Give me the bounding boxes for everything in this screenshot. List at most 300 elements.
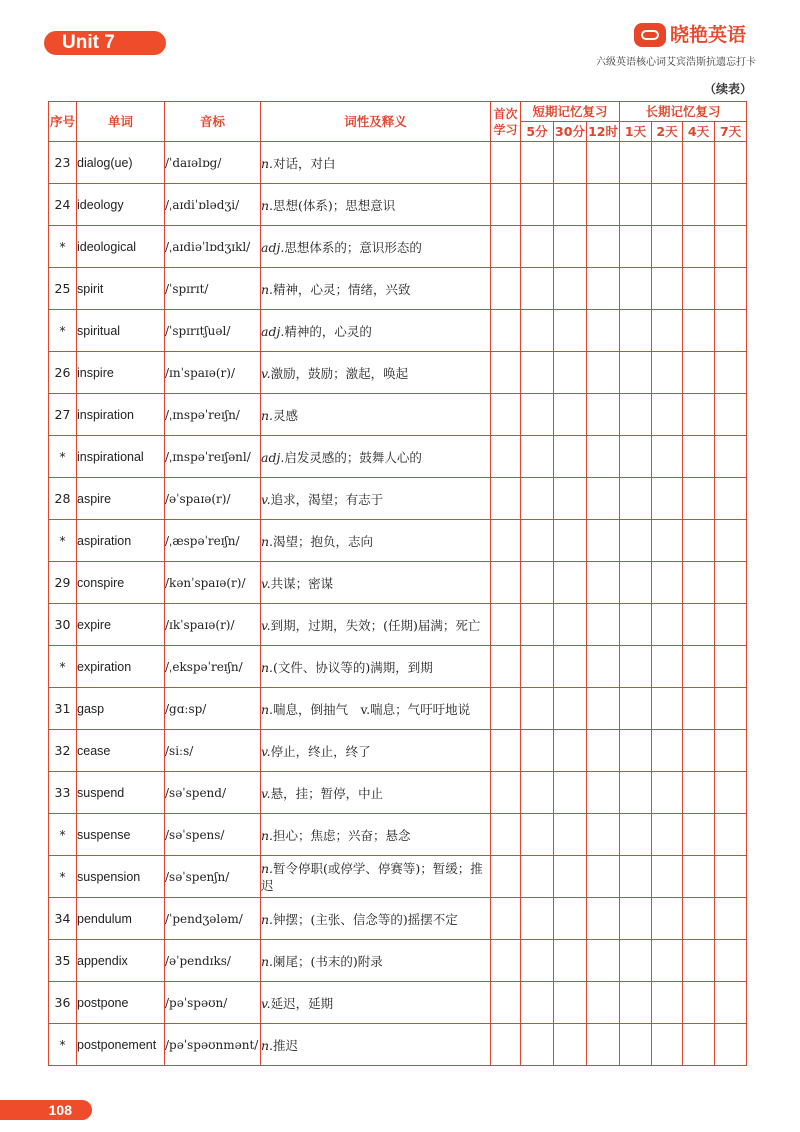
review-checkbox[interactable] bbox=[554, 730, 587, 772]
definition-text: 精神，心灵；情绪，兴致 bbox=[273, 281, 411, 297]
review-checkbox[interactable] bbox=[587, 856, 620, 898]
review-checkbox[interactable] bbox=[715, 478, 747, 520]
definition-text: 渴望；抱负，志向 bbox=[273, 533, 374, 549]
part-of-speech: n. bbox=[261, 860, 274, 876]
review-checkbox[interactable] bbox=[491, 352, 521, 394]
part-of-speech: v. bbox=[261, 365, 271, 381]
review-checkbox[interactable] bbox=[521, 562, 554, 604]
review-checkbox[interactable] bbox=[652, 940, 683, 982]
header-long-term: 长期记忆复习 bbox=[620, 102, 747, 122]
review-checkbox[interactable] bbox=[587, 478, 620, 520]
review-checkbox[interactable] bbox=[715, 898, 747, 940]
review-checkbox[interactable] bbox=[620, 940, 652, 982]
row-definition bbox=[261, 268, 491, 310]
table-row bbox=[49, 562, 747, 604]
row-phonetic: /ɪkˈspaɪə(r)/ bbox=[165, 604, 261, 646]
review-checkbox[interactable] bbox=[683, 772, 715, 814]
review-checkbox[interactable] bbox=[587, 268, 620, 310]
review-checkbox[interactable] bbox=[491, 982, 521, 1024]
part-of-speech: adj. bbox=[261, 239, 285, 255]
header-2day: 2天 bbox=[652, 122, 683, 142]
unit-badge: Unit 7 bbox=[44, 31, 166, 55]
review-checkbox[interactable] bbox=[715, 772, 747, 814]
part-of-speech: n. bbox=[261, 701, 274, 717]
header-def: 词性及释义 bbox=[261, 102, 491, 142]
review-checkbox[interactable] bbox=[521, 142, 554, 184]
review-checkbox[interactable] bbox=[491, 1024, 521, 1066]
review-checkbox[interactable] bbox=[554, 184, 587, 226]
review-checkbox[interactable] bbox=[652, 688, 683, 730]
row-word: ideology bbox=[77, 184, 165, 226]
review-checkbox[interactable] bbox=[652, 478, 683, 520]
definition-text: 担心；焦虑；兴奋；悬念 bbox=[273, 827, 411, 843]
row-word: suspense bbox=[77, 814, 165, 856]
review-checkbox[interactable] bbox=[491, 688, 521, 730]
review-checkbox[interactable] bbox=[620, 604, 652, 646]
review-checkbox[interactable] bbox=[715, 646, 747, 688]
review-checkbox[interactable] bbox=[683, 268, 715, 310]
review-checkbox[interactable] bbox=[554, 940, 587, 982]
review-checkbox[interactable] bbox=[620, 646, 652, 688]
review-checkbox[interactable] bbox=[620, 226, 652, 268]
review-checkbox[interactable] bbox=[652, 814, 683, 856]
row-word: inspire bbox=[77, 352, 165, 394]
row-number: 25 bbox=[49, 268, 77, 310]
header-1day: 1天 bbox=[620, 122, 652, 142]
review-checkbox[interactable] bbox=[715, 940, 747, 982]
review-checkbox[interactable] bbox=[715, 856, 747, 898]
review-checkbox[interactable] bbox=[652, 352, 683, 394]
review-checkbox[interactable] bbox=[715, 562, 747, 604]
header-num: 序号 bbox=[49, 102, 77, 142]
header-first-study: 首次学习 bbox=[491, 102, 521, 142]
review-checkbox[interactable] bbox=[587, 226, 620, 268]
review-checkbox[interactable] bbox=[652, 646, 683, 688]
table-row bbox=[49, 436, 747, 478]
definition-text: 激励，鼓励；激起，唤起 bbox=[270, 365, 409, 381]
review-checkbox[interactable] bbox=[683, 688, 715, 730]
review-checkbox[interactable] bbox=[491, 268, 521, 310]
review-checkbox[interactable] bbox=[521, 1024, 554, 1066]
review-checkbox[interactable] bbox=[683, 184, 715, 226]
review-checkbox[interactable] bbox=[587, 982, 620, 1024]
review-checkbox[interactable] bbox=[587, 688, 620, 730]
review-checkbox[interactable] bbox=[652, 520, 683, 562]
review-checkbox[interactable] bbox=[554, 478, 587, 520]
row-word: conspire bbox=[77, 562, 165, 604]
definition-text: 喘息，倒抽气 v.喘息；气吁吁地说 bbox=[273, 701, 471, 717]
review-checkbox[interactable] bbox=[521, 940, 554, 982]
review-checkbox[interactable] bbox=[587, 352, 620, 394]
review-checkbox[interactable] bbox=[683, 814, 715, 856]
review-checkbox[interactable] bbox=[521, 268, 554, 310]
review-checkbox[interactable] bbox=[715, 394, 747, 436]
review-checkbox[interactable] bbox=[620, 1024, 652, 1066]
review-checkbox[interactable] bbox=[491, 436, 521, 478]
vocab-table bbox=[48, 101, 747, 1066]
row-word: suspend bbox=[77, 772, 165, 814]
row-number: * bbox=[49, 436, 77, 478]
table-row bbox=[49, 226, 747, 268]
row-number: * bbox=[49, 520, 77, 562]
review-checkbox[interactable] bbox=[683, 730, 715, 772]
part-of-speech: adj. bbox=[261, 449, 285, 465]
review-checkbox[interactable] bbox=[491, 520, 521, 562]
review-checkbox[interactable] bbox=[652, 562, 683, 604]
review-checkbox[interactable] bbox=[620, 268, 652, 310]
part-of-speech: n. bbox=[261, 281, 274, 297]
row-phonetic: /pəˈspəʊn/ bbox=[165, 982, 261, 1024]
review-checkbox[interactable] bbox=[554, 982, 587, 1024]
review-checkbox[interactable] bbox=[715, 520, 747, 562]
row-phonetic: /səˈspenʃn/ bbox=[165, 856, 261, 898]
row-number: * bbox=[49, 1024, 77, 1066]
review-checkbox[interactable] bbox=[715, 604, 747, 646]
review-checkbox[interactable] bbox=[620, 772, 652, 814]
review-checkbox[interactable] bbox=[554, 856, 587, 898]
review-checkbox[interactable] bbox=[587, 814, 620, 856]
review-checkbox[interactable] bbox=[620, 478, 652, 520]
review-checkbox[interactable] bbox=[554, 772, 587, 814]
part-of-speech: v. bbox=[261, 995, 271, 1011]
review-checkbox[interactable] bbox=[554, 646, 587, 688]
table-row bbox=[49, 268, 747, 310]
review-checkbox[interactable] bbox=[652, 772, 683, 814]
row-number: 24 bbox=[49, 184, 77, 226]
row-phonetic: /əˈpendɪks/ bbox=[165, 940, 261, 982]
review-checkbox[interactable] bbox=[652, 604, 683, 646]
row-definition bbox=[261, 730, 491, 772]
review-checkbox[interactable] bbox=[554, 562, 587, 604]
review-checkbox[interactable] bbox=[554, 520, 587, 562]
review-checkbox[interactable] bbox=[521, 436, 554, 478]
review-checkbox[interactable] bbox=[715, 268, 747, 310]
review-checkbox[interactable] bbox=[554, 226, 587, 268]
row-number: * bbox=[49, 226, 77, 268]
review-checkbox[interactable] bbox=[491, 940, 521, 982]
row-phonetic: /ˈpendʒələm/ bbox=[165, 898, 261, 940]
review-checkbox[interactable] bbox=[587, 646, 620, 688]
row-definition bbox=[261, 1024, 491, 1066]
row-number: * bbox=[49, 310, 77, 352]
row-definition bbox=[261, 436, 491, 478]
row-definition bbox=[261, 646, 491, 688]
review-checkbox[interactable] bbox=[491, 604, 521, 646]
review-checkbox[interactable] bbox=[491, 562, 521, 604]
review-checkbox[interactable] bbox=[554, 688, 587, 730]
review-checkbox[interactable] bbox=[491, 184, 521, 226]
definition-text: 追求，渴望；有志于 bbox=[270, 491, 384, 507]
row-definition bbox=[261, 520, 491, 562]
review-checkbox[interactable] bbox=[683, 604, 715, 646]
row-number: 35 bbox=[49, 940, 77, 982]
review-checkbox[interactable] bbox=[683, 1024, 715, 1066]
row-definition bbox=[261, 856, 491, 898]
review-checkbox[interactable] bbox=[554, 394, 587, 436]
review-checkbox[interactable] bbox=[620, 562, 652, 604]
review-checkbox[interactable] bbox=[587, 730, 620, 772]
row-phonetic: /əˈspaɪə(r)/ bbox=[165, 478, 261, 520]
header-short-term: 短期记忆复习 bbox=[521, 102, 620, 122]
review-checkbox[interactable] bbox=[587, 394, 620, 436]
review-checkbox[interactable] bbox=[521, 646, 554, 688]
review-checkbox[interactable] bbox=[715, 142, 747, 184]
review-checkbox[interactable] bbox=[587, 562, 620, 604]
review-checkbox[interactable] bbox=[491, 646, 521, 688]
header-30min: 30分 bbox=[554, 122, 587, 142]
review-checkbox[interactable] bbox=[491, 856, 521, 898]
table-row bbox=[49, 520, 747, 562]
review-checkbox[interactable] bbox=[715, 436, 747, 478]
review-checkbox[interactable] bbox=[554, 814, 587, 856]
review-checkbox[interactable] bbox=[521, 688, 554, 730]
review-checkbox[interactable] bbox=[715, 982, 747, 1024]
review-checkbox[interactable] bbox=[715, 226, 747, 268]
review-checkbox[interactable] bbox=[491, 478, 521, 520]
review-checkbox[interactable] bbox=[521, 478, 554, 520]
definition-text: 对话，对白 bbox=[273, 155, 336, 171]
review-checkbox[interactable] bbox=[521, 394, 554, 436]
review-checkbox[interactable] bbox=[652, 142, 683, 184]
row-number: 32 bbox=[49, 730, 77, 772]
review-checkbox[interactable] bbox=[491, 310, 521, 352]
row-number: 23 bbox=[49, 142, 77, 184]
table-row bbox=[49, 478, 747, 520]
review-checkbox[interactable] bbox=[554, 898, 587, 940]
table-row bbox=[49, 646, 747, 688]
definition-text: 暂令停职(或停学、停赛等)；暂缓；推迟 bbox=[261, 860, 483, 893]
review-checkbox[interactable] bbox=[620, 310, 652, 352]
part-of-speech: n. bbox=[261, 1037, 274, 1053]
review-checkbox[interactable] bbox=[652, 856, 683, 898]
row-number: 28 bbox=[49, 478, 77, 520]
review-checkbox[interactable] bbox=[521, 814, 554, 856]
row-phonetic: /ɪnˈspaɪə(r)/ bbox=[165, 352, 261, 394]
row-phonetic: /ˌɪnspəˈreɪʃənl/ bbox=[165, 436, 261, 478]
review-checkbox[interactable] bbox=[652, 436, 683, 478]
review-checkbox[interactable] bbox=[715, 1024, 747, 1066]
definition-text: 到期，过期，失效；(任期)届满；死亡 bbox=[270, 617, 481, 633]
review-checkbox[interactable] bbox=[587, 142, 620, 184]
table-row bbox=[49, 982, 747, 1024]
review-checkbox[interactable] bbox=[652, 310, 683, 352]
review-checkbox[interactable] bbox=[620, 856, 652, 898]
review-checkbox[interactable] bbox=[587, 940, 620, 982]
review-checkbox[interactable] bbox=[652, 268, 683, 310]
review-checkbox[interactable] bbox=[683, 856, 715, 898]
review-checkbox[interactable] bbox=[715, 310, 747, 352]
row-word: spirit bbox=[77, 268, 165, 310]
review-checkbox[interactable] bbox=[620, 520, 652, 562]
review-checkbox[interactable] bbox=[715, 688, 747, 730]
row-number: 26 bbox=[49, 352, 77, 394]
row-word: inspiration bbox=[77, 394, 165, 436]
part-of-speech: n. bbox=[261, 533, 274, 549]
review-checkbox[interactable] bbox=[554, 436, 587, 478]
review-checkbox[interactable] bbox=[587, 898, 620, 940]
review-checkbox[interactable] bbox=[683, 394, 715, 436]
review-checkbox[interactable] bbox=[683, 226, 715, 268]
review-checkbox[interactable] bbox=[491, 226, 521, 268]
row-number: 31 bbox=[49, 688, 77, 730]
row-number: * bbox=[49, 646, 77, 688]
row-phonetic: /səˈspend/ bbox=[165, 772, 261, 814]
definition-text: 推迟 bbox=[273, 1037, 299, 1053]
row-phonetic: /ˌaɪdiəˈlɒdʒɪkl/ bbox=[165, 226, 261, 268]
row-definition bbox=[261, 226, 491, 268]
review-checkbox[interactable] bbox=[683, 562, 715, 604]
review-checkbox[interactable] bbox=[587, 772, 620, 814]
review-checkbox[interactable] bbox=[587, 1024, 620, 1066]
row-word: postpone bbox=[77, 982, 165, 1024]
brand bbox=[634, 22, 750, 50]
review-checkbox[interactable] bbox=[521, 352, 554, 394]
review-checkbox[interactable] bbox=[554, 268, 587, 310]
review-checkbox[interactable] bbox=[521, 730, 554, 772]
review-checkbox[interactable] bbox=[620, 394, 652, 436]
review-checkbox[interactable] bbox=[521, 226, 554, 268]
row-phonetic: /səˈspens/ bbox=[165, 814, 261, 856]
review-checkbox[interactable] bbox=[620, 352, 652, 394]
review-checkbox[interactable] bbox=[554, 1024, 587, 1066]
review-checkbox[interactable] bbox=[620, 688, 652, 730]
definition-text: 阑尾；(书末的)附录 bbox=[273, 953, 383, 969]
row-number: 36 bbox=[49, 982, 77, 1024]
review-checkbox[interactable] bbox=[491, 814, 521, 856]
row-definition bbox=[261, 562, 491, 604]
review-checkbox[interactable] bbox=[587, 520, 620, 562]
table-row bbox=[49, 730, 747, 772]
review-checkbox[interactable] bbox=[554, 310, 587, 352]
review-checkbox[interactable] bbox=[521, 898, 554, 940]
row-phonetic: /ˌæspəˈreɪʃn/ bbox=[165, 520, 261, 562]
row-definition bbox=[261, 898, 491, 940]
review-checkbox[interactable] bbox=[683, 520, 715, 562]
row-word: cease bbox=[77, 730, 165, 772]
review-checkbox[interactable] bbox=[683, 310, 715, 352]
row-phonetic: /siːs/ bbox=[165, 730, 261, 772]
review-checkbox[interactable] bbox=[683, 982, 715, 1024]
review-checkbox[interactable] bbox=[521, 856, 554, 898]
row-phonetic: /ˌekspəˈreɪʃn/ bbox=[165, 646, 261, 688]
review-checkbox[interactable] bbox=[683, 898, 715, 940]
row-word: ideological bbox=[77, 226, 165, 268]
review-checkbox[interactable] bbox=[491, 772, 521, 814]
row-number: * bbox=[49, 856, 77, 898]
row-word: inspirational bbox=[77, 436, 165, 478]
table-row bbox=[49, 184, 747, 226]
row-word: expiration bbox=[77, 646, 165, 688]
review-checkbox[interactable] bbox=[683, 940, 715, 982]
review-checkbox[interactable] bbox=[491, 898, 521, 940]
row-number: * bbox=[49, 814, 77, 856]
review-checkbox[interactable] bbox=[620, 436, 652, 478]
table-row bbox=[49, 898, 747, 940]
review-checkbox[interactable] bbox=[554, 142, 587, 184]
review-checkbox[interactable] bbox=[587, 436, 620, 478]
review-checkbox[interactable] bbox=[652, 394, 683, 436]
review-checkbox[interactable] bbox=[620, 814, 652, 856]
review-checkbox[interactable] bbox=[652, 982, 683, 1024]
row-phonetic: /ˈspɪrɪt/ bbox=[165, 268, 261, 310]
review-checkbox[interactable] bbox=[491, 730, 521, 772]
review-checkbox[interactable] bbox=[554, 352, 587, 394]
part-of-speech: n. bbox=[261, 827, 274, 843]
part-of-speech: n. bbox=[261, 155, 274, 171]
review-checkbox[interactable] bbox=[521, 520, 554, 562]
review-checkbox[interactable] bbox=[521, 184, 554, 226]
definition-text: 精神的，心灵的 bbox=[284, 323, 372, 339]
row-word: dialog(ue) bbox=[77, 142, 165, 184]
review-checkbox[interactable] bbox=[652, 730, 683, 772]
review-checkbox[interactable] bbox=[587, 310, 620, 352]
table-row bbox=[49, 1024, 747, 1066]
row-definition bbox=[261, 982, 491, 1024]
row-definition bbox=[261, 310, 491, 352]
row-phonetic: /pəˈspəʊnmənt/ bbox=[165, 1024, 261, 1066]
review-checkbox[interactable] bbox=[715, 352, 747, 394]
review-checkbox[interactable] bbox=[683, 142, 715, 184]
row-definition bbox=[261, 814, 491, 856]
part-of-speech: v. bbox=[261, 743, 271, 759]
review-checkbox[interactable] bbox=[683, 436, 715, 478]
review-checkbox[interactable] bbox=[652, 898, 683, 940]
row-phonetic: /kənˈspaɪə(r)/ bbox=[165, 562, 261, 604]
review-checkbox[interactable] bbox=[652, 184, 683, 226]
row-word: appendix bbox=[77, 940, 165, 982]
row-number: 33 bbox=[49, 772, 77, 814]
row-number: 29 bbox=[49, 562, 77, 604]
review-checkbox[interactable] bbox=[620, 730, 652, 772]
review-checkbox[interactable] bbox=[715, 184, 747, 226]
review-checkbox[interactable] bbox=[521, 982, 554, 1024]
review-checkbox[interactable] bbox=[587, 604, 620, 646]
review-checkbox[interactable] bbox=[587, 184, 620, 226]
review-checkbox[interactable] bbox=[620, 898, 652, 940]
review-checkbox[interactable] bbox=[652, 226, 683, 268]
definition-text: 悬，挂；暂停，中止 bbox=[270, 785, 384, 801]
definition-text: 思想体系的；意识形态的 bbox=[284, 239, 422, 255]
review-checkbox[interactable] bbox=[683, 646, 715, 688]
review-checkbox[interactable] bbox=[683, 352, 715, 394]
row-word: expire bbox=[77, 604, 165, 646]
table-row bbox=[49, 394, 747, 436]
table-row bbox=[49, 310, 747, 352]
review-checkbox[interactable] bbox=[620, 982, 652, 1024]
row-definition bbox=[261, 604, 491, 646]
review-checkbox[interactable] bbox=[715, 814, 747, 856]
definition-text: 启发灵感的；鼓舞人心的 bbox=[284, 449, 422, 465]
review-checkbox[interactable] bbox=[715, 730, 747, 772]
review-checkbox[interactable] bbox=[652, 1024, 683, 1066]
header-5min: 5分 bbox=[521, 122, 554, 142]
review-checkbox[interactable] bbox=[491, 394, 521, 436]
review-checkbox[interactable] bbox=[620, 184, 652, 226]
row-word: postponement bbox=[77, 1024, 165, 1066]
part-of-speech: n. bbox=[261, 407, 274, 423]
row-word: aspiration bbox=[77, 520, 165, 562]
review-checkbox[interactable] bbox=[554, 604, 587, 646]
row-number: 34 bbox=[49, 898, 77, 940]
row-phonetic: /gɑːsp/ bbox=[165, 688, 261, 730]
review-checkbox[interactable] bbox=[521, 772, 554, 814]
review-checkbox[interactable] bbox=[620, 142, 652, 184]
review-checkbox[interactable] bbox=[521, 310, 554, 352]
review-checkbox[interactable] bbox=[683, 478, 715, 520]
brand-logo-icon bbox=[634, 23, 666, 47]
review-checkbox[interactable] bbox=[521, 604, 554, 646]
review-checkbox[interactable] bbox=[491, 142, 521, 184]
